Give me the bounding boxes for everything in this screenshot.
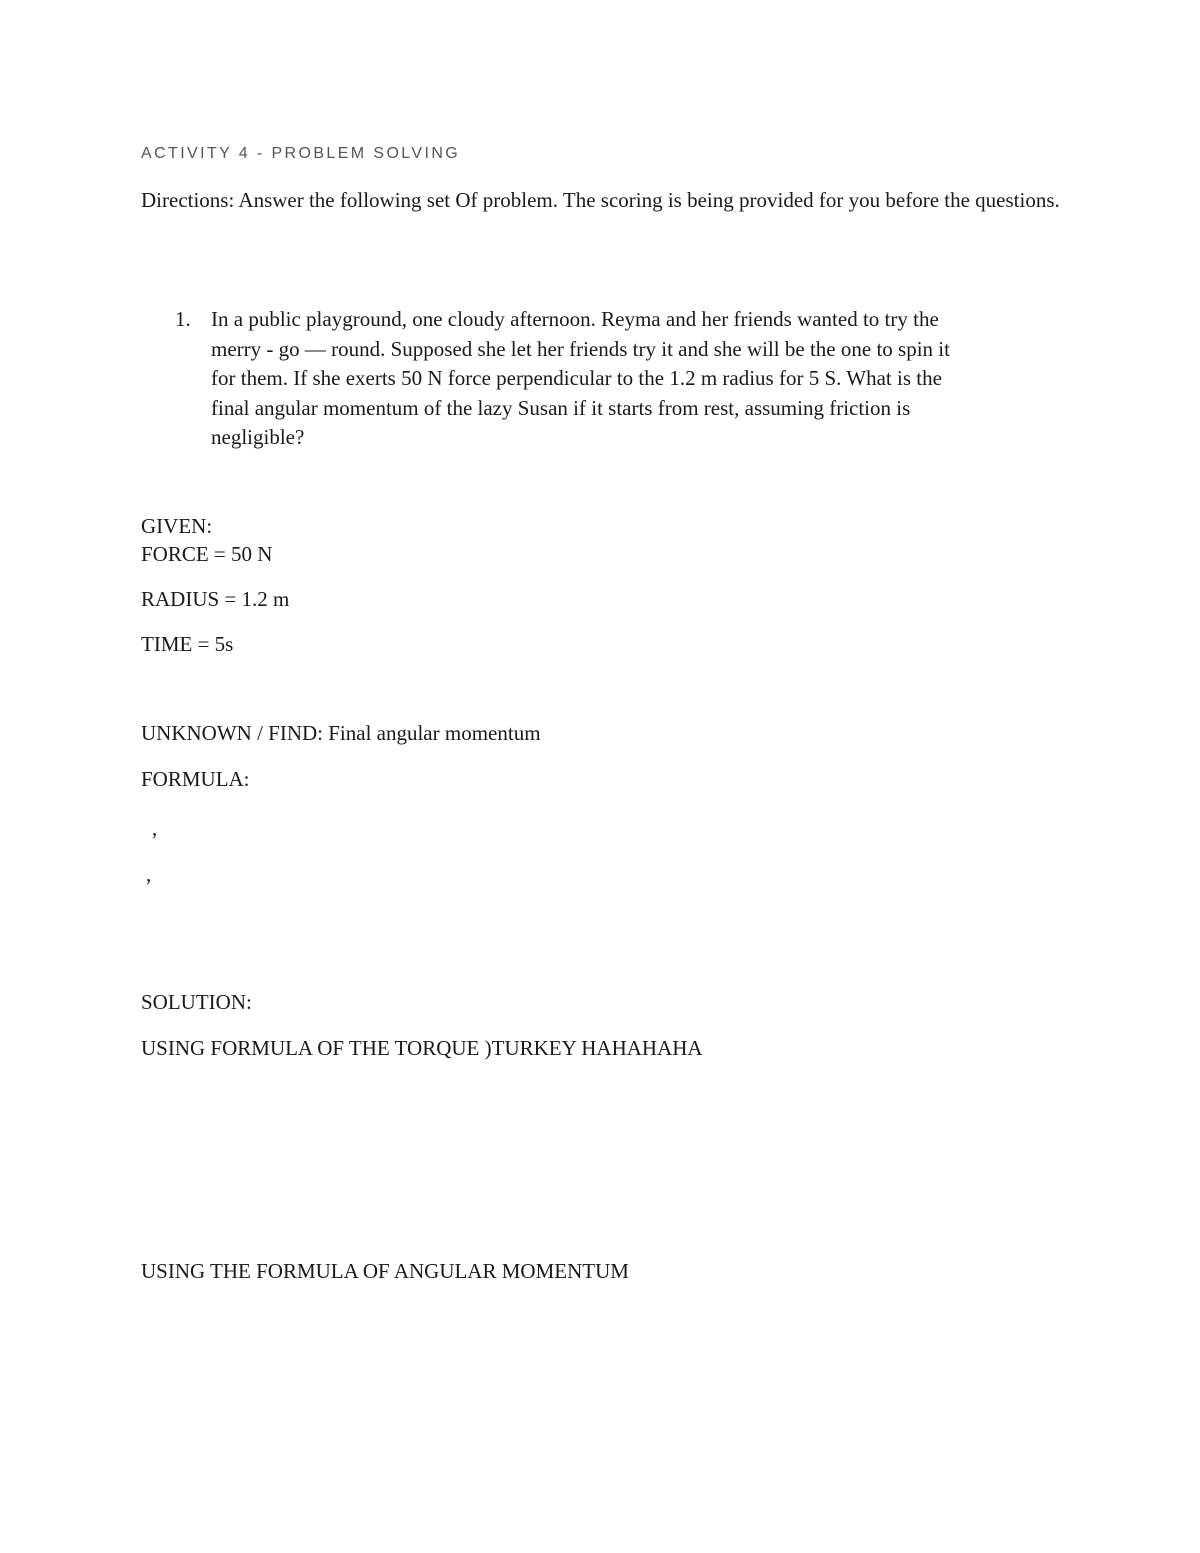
- formula-mark: ,: [152, 816, 158, 840]
- question-line: final angular momentum of the lazy Susan if it starts from rest, assuming friction is: [211, 395, 911, 420]
- unknown-find: UNKNOWN / FIND: Final angular momentum: [141, 721, 541, 745]
- given-time: TIME = 5s: [141, 632, 234, 656]
- formula-mark: ,: [146, 862, 152, 886]
- question-line: negligible?: [211, 425, 305, 449]
- directions-text: Directions: Answer the following set Of problem. The scoring is being provided for you before the questions.: [141, 188, 1060, 212]
- question-number: 1.: [175, 307, 191, 331]
- solution-step-angular-momentum: USING THE FORMULA OF ANGULAR MOMENTUM: [141, 1259, 629, 1283]
- given-force: FORCE = 50 N: [141, 542, 273, 566]
- solution-step-torque: USING FORMULA OF THE TORQUE )TURKEY HAHAHAHA: [141, 1036, 703, 1060]
- question-line: merry - go — round. Supposed she let her friends try it and she will be the one to spin it: [211, 336, 950, 361]
- question-line: for them. If she exerts 50 N force perpendicular to the 1.2 m radius for 5 S. What is the: [211, 366, 942, 390]
- question-text: [211, 305, 1061, 453]
- question-line: In a public playground, one cloudy afternoon. Reyma and her friends wanted to try the: [211, 307, 939, 331]
- given-label: GIVEN:: [141, 514, 213, 538]
- activity-heading: ACTIVITY 4 - PROBLEM SOLVING: [141, 145, 461, 162]
- solution-label: SOLUTION:: [141, 990, 252, 1014]
- formula-label: FORMULA:: [141, 767, 250, 791]
- given-radius: RADIUS = 1.2 m: [141, 587, 290, 611]
